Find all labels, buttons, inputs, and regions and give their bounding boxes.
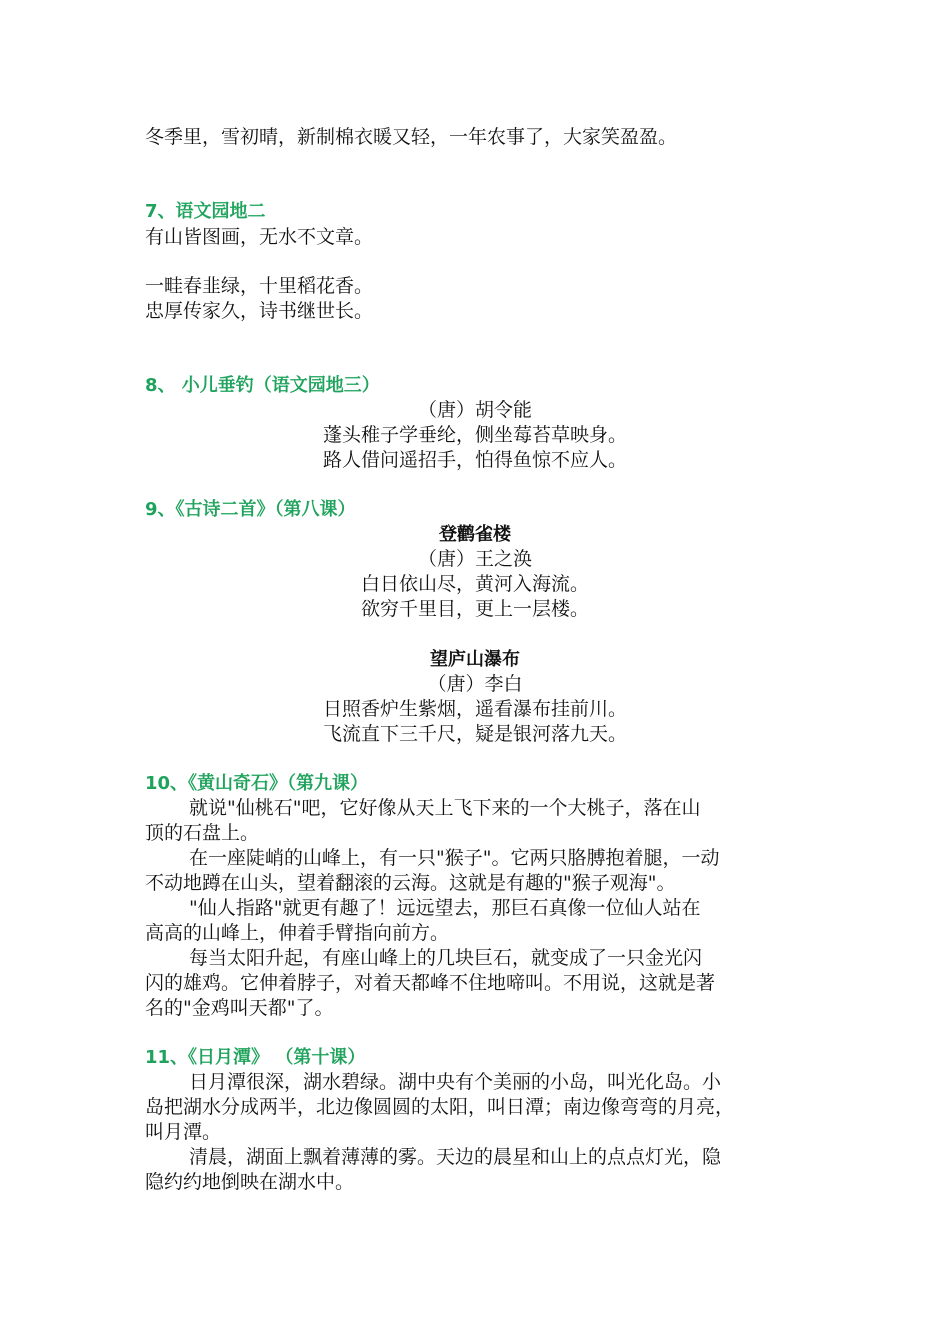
section-heading-7: 7、语文园地二 (145, 201, 266, 222)
section-heading-9: 9、《古诗二首》（第八课） (145, 499, 356, 520)
paragraph-line: 清晨，湖面上飘着薄薄的雾。天边的晨星和山上的点点灯光，隐 (189, 1146, 722, 1168)
paragraph-line: 岛把湖水分成两半，北边像圆圆的太阳，叫日潭；南边像弯弯的月亮， (145, 1096, 735, 1118)
poem-line: 白日依山尽，黄河入海流。 (360, 573, 589, 595)
paragraph-line: 高高的山峰上，伸着手臂指向前方。 (145, 922, 450, 944)
poem-title: 登鹳雀楼 (439, 524, 511, 545)
poem-line: 欲穷千里目，更上一层楼。 (360, 598, 589, 620)
paragraph-line: 就说"仙桃石"吧，它好像从天上飞下来的一个大桃子，落在山 (189, 797, 701, 819)
section-heading-10: 10、《黄山奇石》（第九课） (145, 773, 369, 794)
paragraph-line: 名的"金鸡叫天都"了。 (145, 997, 334, 1019)
poem-line: 蓬头稚子学垂纶，侧坐莓苔草映身。 (322, 424, 627, 446)
poem-line: 路人借问遥招手，怕得鱼惊不应人。 (322, 449, 627, 471)
text-line: 一畦春韭绿，十里稻花香。 (145, 275, 374, 297)
paragraph-line: 闪的雄鸡。它伸着脖子，对着天都峰不住地啼叫。不用说，这就是著 (145, 972, 716, 994)
text-line: 有山皆图画，无水不文章。 (145, 226, 374, 248)
poem-line: 日照香炉生紫烟，遥看瀑布挂前川。 (322, 698, 627, 720)
paragraph-line: 隐约约地倒映在湖水中。 (145, 1171, 355, 1193)
paragraph-line: 每当太阳升起，有座山峰上的几块巨石，就变成了一只金光闪 (189, 947, 703, 969)
paragraph-line: 叫月潭。 (145, 1121, 222, 1143)
paragraph-line: "仙人指路"就更有趣了！远远望去，那巨石真像一位仙人站在 (189, 897, 701, 919)
paragraph-line: 在一座陡峭的山峰上，有一只"猴子"。它两只胳膊抱着腿，一动 (189, 847, 720, 869)
paragraph-line: 日月潭很深，湖水碧绿。湖中央有个美丽的小岛，叫光化岛。小 (189, 1071, 722, 1093)
text-line: 忠厚传家久，诗书继世长。 (145, 300, 374, 322)
text-line: 冬季里，雪初晴，新制棉衣暖又轻，一年农事了，大家笑盈盈。 (145, 126, 678, 148)
poem-author: （唐）胡令能 (417, 399, 532, 421)
poem-author: （唐）李白 (427, 673, 523, 695)
poem-author: （唐）王之涣 (417, 548, 532, 570)
paragraph-line: 顶的石盘上。 (145, 822, 260, 844)
section-heading-8: 8、 小儿垂钓（语文园地三） (145, 375, 380, 396)
section-heading-11: 11、《日月潭》 （第十课） (145, 1047, 366, 1068)
paragraph-line: 不动地蹲在山头，望着翻滚的云海。这就是有趣的"猴子观海"。 (145, 872, 676, 894)
poem-title: 望庐山瀑布 (430, 649, 520, 670)
poem-line: 飞流直下三千尺，疑是银河落九天。 (322, 723, 627, 745)
